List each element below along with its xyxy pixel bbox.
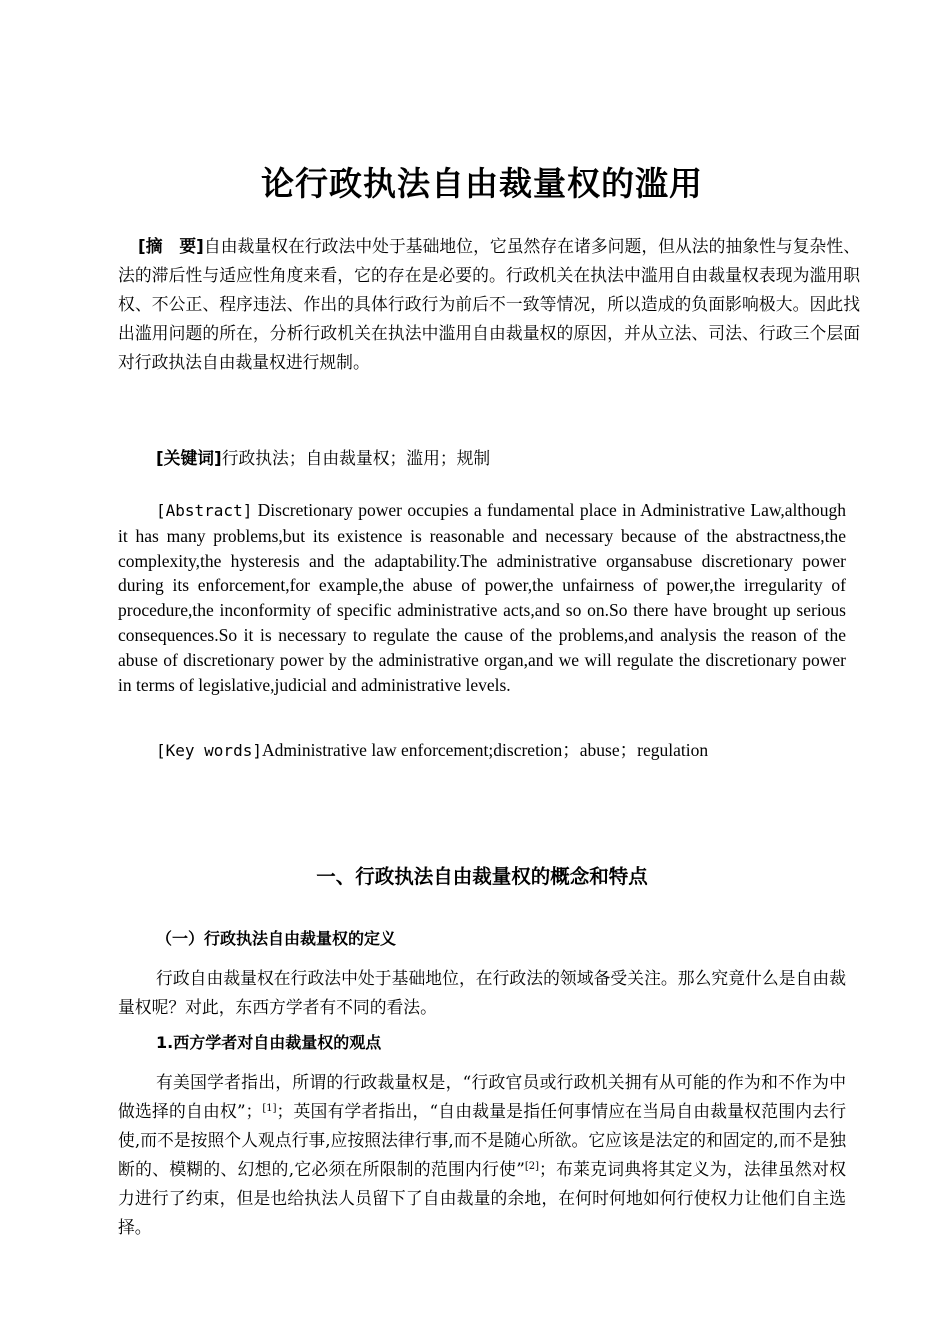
para2-text-3: ；布莱克词典将其定义为，法律虽然对权力进行了约束，但是也给执法人员留下了自由裁量的余地，在何时何地如何行使权力让他们自主选择。 bbox=[118, 1159, 846, 1237]
subsection-heading: （一）行政执法自由裁量权的定义 bbox=[156, 929, 397, 948]
subsubsection-heading: 1.西方学者对自由裁量权的观点 bbox=[156, 1033, 382, 1052]
body-paragraph-1: 行政自由裁量权在行政法中处于基础地位，在行政法的领域备受关注。那么究竟什么是自由裁量权呢？对此，东西方学者有不同的看法。 bbox=[118, 968, 846, 1017]
abstract-en bbox=[118, 498, 846, 697]
para2-text-2: ；英国有学者指出，“自由裁量是指任何事情应在当局自由裁量权范围内去行使,而不是按照个人观点行事,应按照法律行事,而不是随心所欲。它应该是法定的和固定的,而不是独断的、模糊的、幻想的,它必须在所限制的范围内行使” bbox=[118, 1101, 846, 1179]
citation-2[interactable]: [2] bbox=[524, 1161, 539, 1172]
keywords-en bbox=[118, 738, 846, 764]
abstract-cn-label: [摘 要] bbox=[138, 236, 204, 256]
keywords-cn-text: 行政执法；自由裁量权；滥用；规制 bbox=[221, 448, 491, 468]
keywords-cn bbox=[118, 444, 846, 473]
para2-text-1: 有美国学者指出，所谓的行政裁量权是，“行政官员或行政机关拥有从可能的作为和不作为中做选择的自由权”； bbox=[118, 1072, 846, 1121]
abstract-cn-text: 自由裁量权在行政法中处于基础地位，它虽然存在诸多问题，但从法的抽象性与复杂性、法的滞后性与适应性角度来看，它的存在是必要的。行政机关在执法中滥用自由裁量权表现为滥用职权、不公正、程序违法、作出的具体行政行为前后不一致等情况，所以造成的负面影响极大。因此找出滥用问题的所在，分析行政机关在执法中滥用自由裁量权的原因，并从立法、司法、行政三个层面对行政执法自由裁量权进行规制。 bbox=[118, 236, 860, 372]
document-title: 论行政执法自由裁量权的滥用 bbox=[261, 164, 703, 203]
abstract-en-text: Discretionary power occupies a fundamental place in Administrative Law,although it has many problems,but its existence is reasonable and necessary because of the abstractness,the complexity,the hysteresis and the adaptability.The administrative organsabuse discretionary power during its enforcement,for example,the abuse of power,the unfairness of power,the irregularity of procedure,the inconformity of specific administrative acts,and so on.So there have brought up serious consequences.So it is necessary to regulate the cause of the problems,and analysis the reason of the abuse of discretionary power by the administrative organ,and we will regulate the discretionary power in terms of legislative,judicial and administrative levels. bbox=[118, 500, 846, 695]
keywords-en-text: Administrative law enforcement;discretion；abuse；regulation bbox=[261, 740, 709, 760]
section-heading: 一、行政执法自由裁量权的概念和特点 bbox=[316, 865, 648, 888]
keywords-cn-label: [关键词] bbox=[156, 448, 222, 468]
abstract-en-label: [Abstract] bbox=[156, 501, 253, 520]
keywords-en-label: [Key words] bbox=[156, 741, 262, 760]
body-paragraph-2 bbox=[118, 1068, 846, 1242]
citation-1[interactable]: [1] bbox=[262, 1103, 277, 1114]
abstract-cn bbox=[118, 232, 860, 377]
